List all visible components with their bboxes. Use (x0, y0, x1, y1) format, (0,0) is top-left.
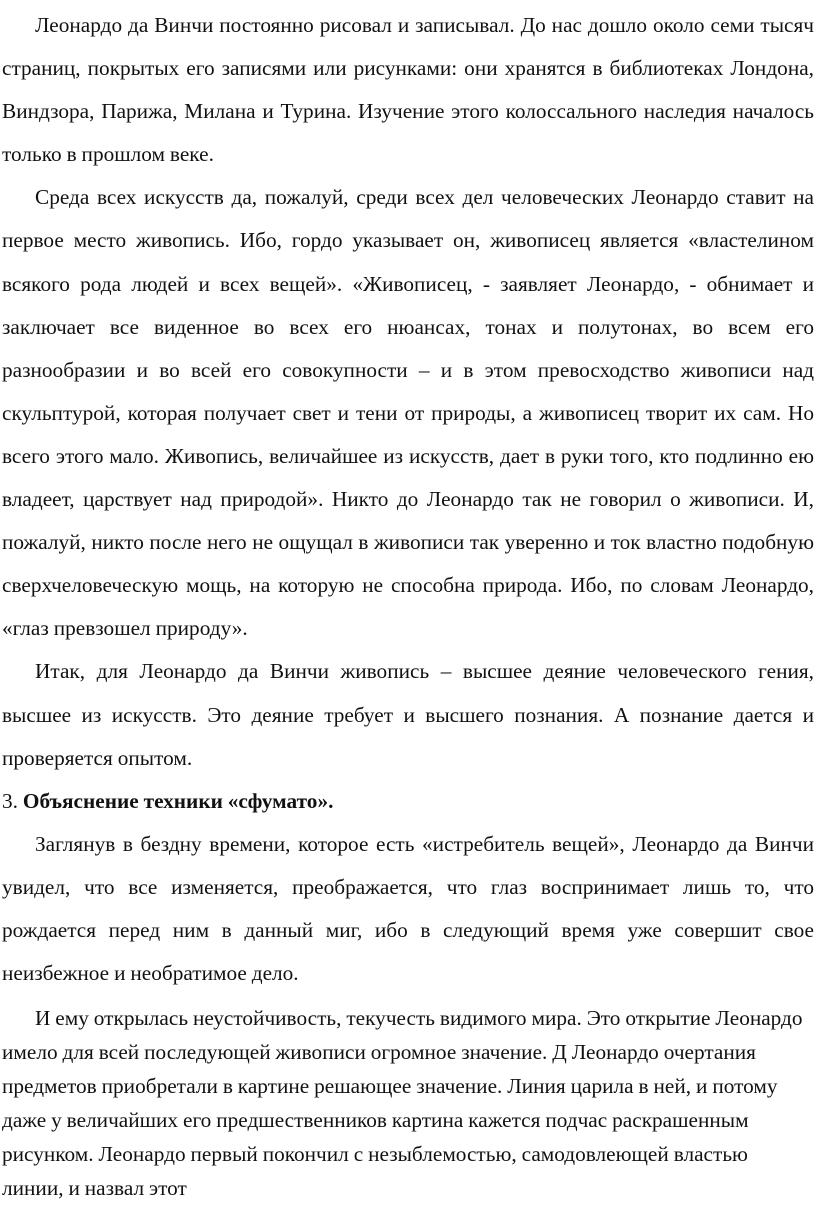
section-title: Объяснение техники «сфумато». (22, 788, 334, 813)
paragraph-5: И ему открылась неустойчивость, текучесть видимого мира. Это открытие Леонардо имело для всей последующей живописи огромное значение. Д Леонардо очертания предметов приобретали в картине решающее значение. Линия царила в ней, и потому даже у величайших его предшественников картина кажется подчас раскрашенным рисунком. Леонардо первый покончил с незыблемостью, самодовлеющей властью линии, и назвал этот (2, 1006, 803, 1201)
paragraph-4: Заглянув в бездну времени, которое есть «истребитель вещей», Леонардо да Винчи увидел, что все изменяется, преображается, что глаз воспринимает лишь то, что рождается перед ним в данный миг, ибо в следующий время уже совершит свое неизбежное и необратимое дело. (2, 831, 814, 986)
section-heading (0, 780, 816, 823)
section-number: 3. (2, 788, 18, 813)
paragraph-1: Леонардо да Винчи постоянно рисовал и записывал. До нас дошло около семи тысяч страниц, покрытых его записями или рисунками: они хранятся в библиотеках Лондона, Виндзора, Парижа, Милана и Турина. Изучение этого колоссального наследия началось только в прошлом веке. (2, 13, 814, 167)
paragraph-3: Итак, для Леонардо да Винчи живопись – высшее деяние человеческого гения, высшее из искусств. Это деяние требует и высшего познания. А познание дается и проверяется опытом. (2, 659, 814, 770)
paragraph-2: Среда всех искусств да, пожалуй, среди всех дел человеческих Леонардо ставит на первое место живопись. Ибо, гордо указывает он, живописец является «властелином всякого рода людей и всех вещей». «Живописец, - заявляет Леонардо, - обнимает и заключает все виденное во всех его нюансах, тонах и полутонах, во всем его разнообразии и во всей его совокупности – и в этом превосходство живописи над скульптурой, которая получает свет и тени от природы, а живописец творит их сам. Но всего этого мало. Живопись, величайшее из искусств, дает в руки того, кто подлинно ею владеет, царствует над природой». Никто до Леонардо так не говорил о живописи. И, пожалуй, никто после него не ощущал в живописи так уверенно и ток властно подобную сверхчеловеческую мощь, на которую не способна природа. Ибо, по словам Леонардо, «глаз превзошел природу». (2, 185, 814, 641)
